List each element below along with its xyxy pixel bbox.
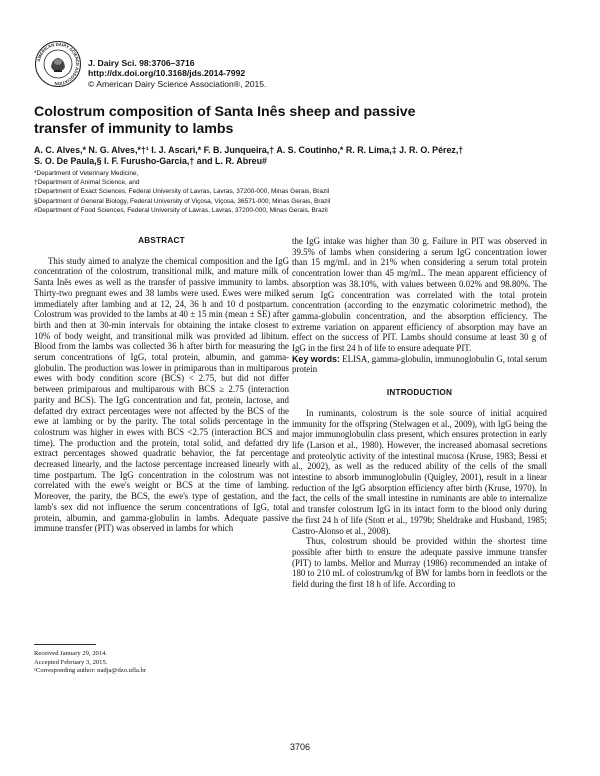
ads-seal-logo xyxy=(34,40,82,88)
affiliation: §Department of General Biology, Federal University of Viçosa, Viçosa, 36571-000, Minas Gerais, Brazil xyxy=(34,197,331,205)
copyright-line: © American Dairy Science Association®, 2015. xyxy=(88,78,267,89)
journal-citation: J. Dairy Sci. 98:3706–3716 xyxy=(88,58,195,68)
article-title xyxy=(34,104,554,138)
author-line: S. O. De Paula,§ I. F. Furusho-Garcia,† and L. R. Abreu# xyxy=(34,156,267,166)
affiliation: *Department of Veterinary Medicine, xyxy=(34,170,139,177)
author-line: A. C. Alves,* N. G. Alves,*†¹ I. J. Ascari,* F. B. Junqueira,† A. S. Coutinho,* R. R. Lima,‡ J. R. O. Pérez,† xyxy=(34,145,464,155)
affiliation-list xyxy=(34,169,574,215)
doi-link[interactable]: http://dx.doi.org/10.3168/jds.2014-7992 xyxy=(88,68,246,79)
abstract-text-right: the IgG intake was higher than 30 g. Failure in PIT was observed in 39.5% of lambs when considering a serum IgG concentration lower than 15 mg/mL and in 21% when considering a serum total protein concentration lower than 45 mg/mL. The mean apparent efficiency of absorption was 38.10%, with values between 0.02% and 98.80%. The serum IgG concentration was correlated with the total protein concentration (according to the enzymatic colorimetric method), the gamma-globulin concentration, and the absorption efficiency. The extreme variation on apparent efficiency of absorption may have an effect on the success of PIT. Lambs should consume at least 30 g of IgG in the first 24 h of life to ensure adequate PIT. xyxy=(292,236,547,354)
right-column xyxy=(292,236,547,590)
affiliation: #Department of Food Sciences, Federal University of Lavras, Lavras, 37200-000, Minas Gerais, Brazil xyxy=(34,206,328,214)
corresponding-author: ¹Corresponding author: nadja@dzo.ufla.br xyxy=(34,667,147,674)
affiliation: †Department of Animal Science, and xyxy=(34,179,140,187)
title-line: transfer of immunity to lambs xyxy=(34,121,234,137)
footnotes xyxy=(34,650,289,676)
introduction-heading: INTRODUCTION xyxy=(386,388,453,398)
title-line: Colostrum composition of Santa Inês sheep and passive xyxy=(34,104,416,120)
abstract-text-left: This study aimed to analyze the chemical composition and the IgG concentration of the colostrum, transitional milk, and mature milk of Santa Inês ewes as well as the transfer of passive immunity to lambs. Thirty-two pregnant ewes and 38 lambs were used. Ewes were milked immediately after lambing and at 12, 24, 36 h and 10 d postpartum. Colostrum was provided to the lambs at 40 ± 15 min (mean ± SE) after birth and then at 30-min intervals for obtaining the intake closest to 10% of body weight, and transitional milk was provided ad libitum. Blood from the lambs was collected 36 h after birth for measuring the serum concentrations of IgG, total protein, albumin, and gamma-globulin. The production was lower in primiparous than in multiparous ewes with body condition score (BCS) < 2.75, but did not differ between primiparous and multiparous with BCS ≥ 2.75 (interaction parity and BCS). The IgG concentration and fat, protein, lactose, and defatted dry extract percentages were not affected by the BCS of the ewe at lambing or by the parity. The total solids percentage in the colostrum was higher in ewes with BCS <2.75 (interaction BCS and time). The production and the protein, total solid, and defatted dry extract percentages showed quadratic behavior, the fat percentage decreased linearly, and the lactose percentage increased linearly with time postpartum. The IgG concentration in the colostrum was not correlated with the ewe's weight or BCS at the time of lambing. Moreover, the parity, the BCS, the ewe's type of gestation, and the lamb's sex did not influence the serum concentrations of IgG, total protein, albumin, and gamma-globulin in lambs. Adequate passive immune transfer (PIT) was observed in lambs for which xyxy=(34,255,289,534)
accepted-date: Accepted February 3, 2015. xyxy=(34,658,108,666)
footnote-divider xyxy=(34,644,96,645)
svg-text:AMERICAN DAIRY SCIENCE ASSOCIA: AMERICAN DAIRY SCIENCE ASSOCIATION xyxy=(35,41,81,87)
received-date: Received January 29, 2014. xyxy=(34,650,108,657)
intro-paragraph: In ruminants, colostrum is the sole source of initial acquired immunity for the offspring (Stelwagen et al., 2009), with IgG being the major immunoglobulin class present, which ensures protection in early life (Larson et al., 1980). However, the increased abomasal secretions and proteolytic activity of the intestinal mucosa (Kruse, 1983; Bessi et al., 2002), as well as the reduced ability of the cells of the small intestine to absorb immunoglobulin (Quigley, 2001), result in a linear reduction of the IgG absorption efficiency after birth (Kruse, 1970). In fact, the cells of the small intestine in ruminants are able to internalize and transfer colostrum IgG in its intact form to the blood only during the first 24 h of life (Stott et al., 1979b; Sheldrake and Husband, 1985; Castro-Alonso et al., 2008). xyxy=(292,407,547,536)
intro-paragraph: Thus, colostrum should be provided within the shortest time possible after birth to ensure the adequate passive immune transfer (PIT) to lambs. Mellor and Murray (1986) recommended an intake of 180 to 210 mL of colostrum/kg of BW for lambs born in feedlots or the field during the first 18 h of life. According to xyxy=(292,536,547,590)
journal-citation-block xyxy=(88,58,266,89)
abstract-heading: ABSTRACT xyxy=(138,236,185,245)
author-list xyxy=(34,145,574,167)
left-column xyxy=(34,236,289,534)
page-number: 3706 xyxy=(289,742,311,752)
keywords-text: ELISA, gamma-globulin, immunoglobulin G, total serum protein xyxy=(292,353,547,375)
keywords-line xyxy=(292,354,547,375)
affiliation: ‡Department of Exact Sciences, Federal University of Lavras, Lavras, 37200-000, Minas Gerais, Brazil xyxy=(34,188,330,196)
keywords-label: Key words: xyxy=(292,353,340,364)
